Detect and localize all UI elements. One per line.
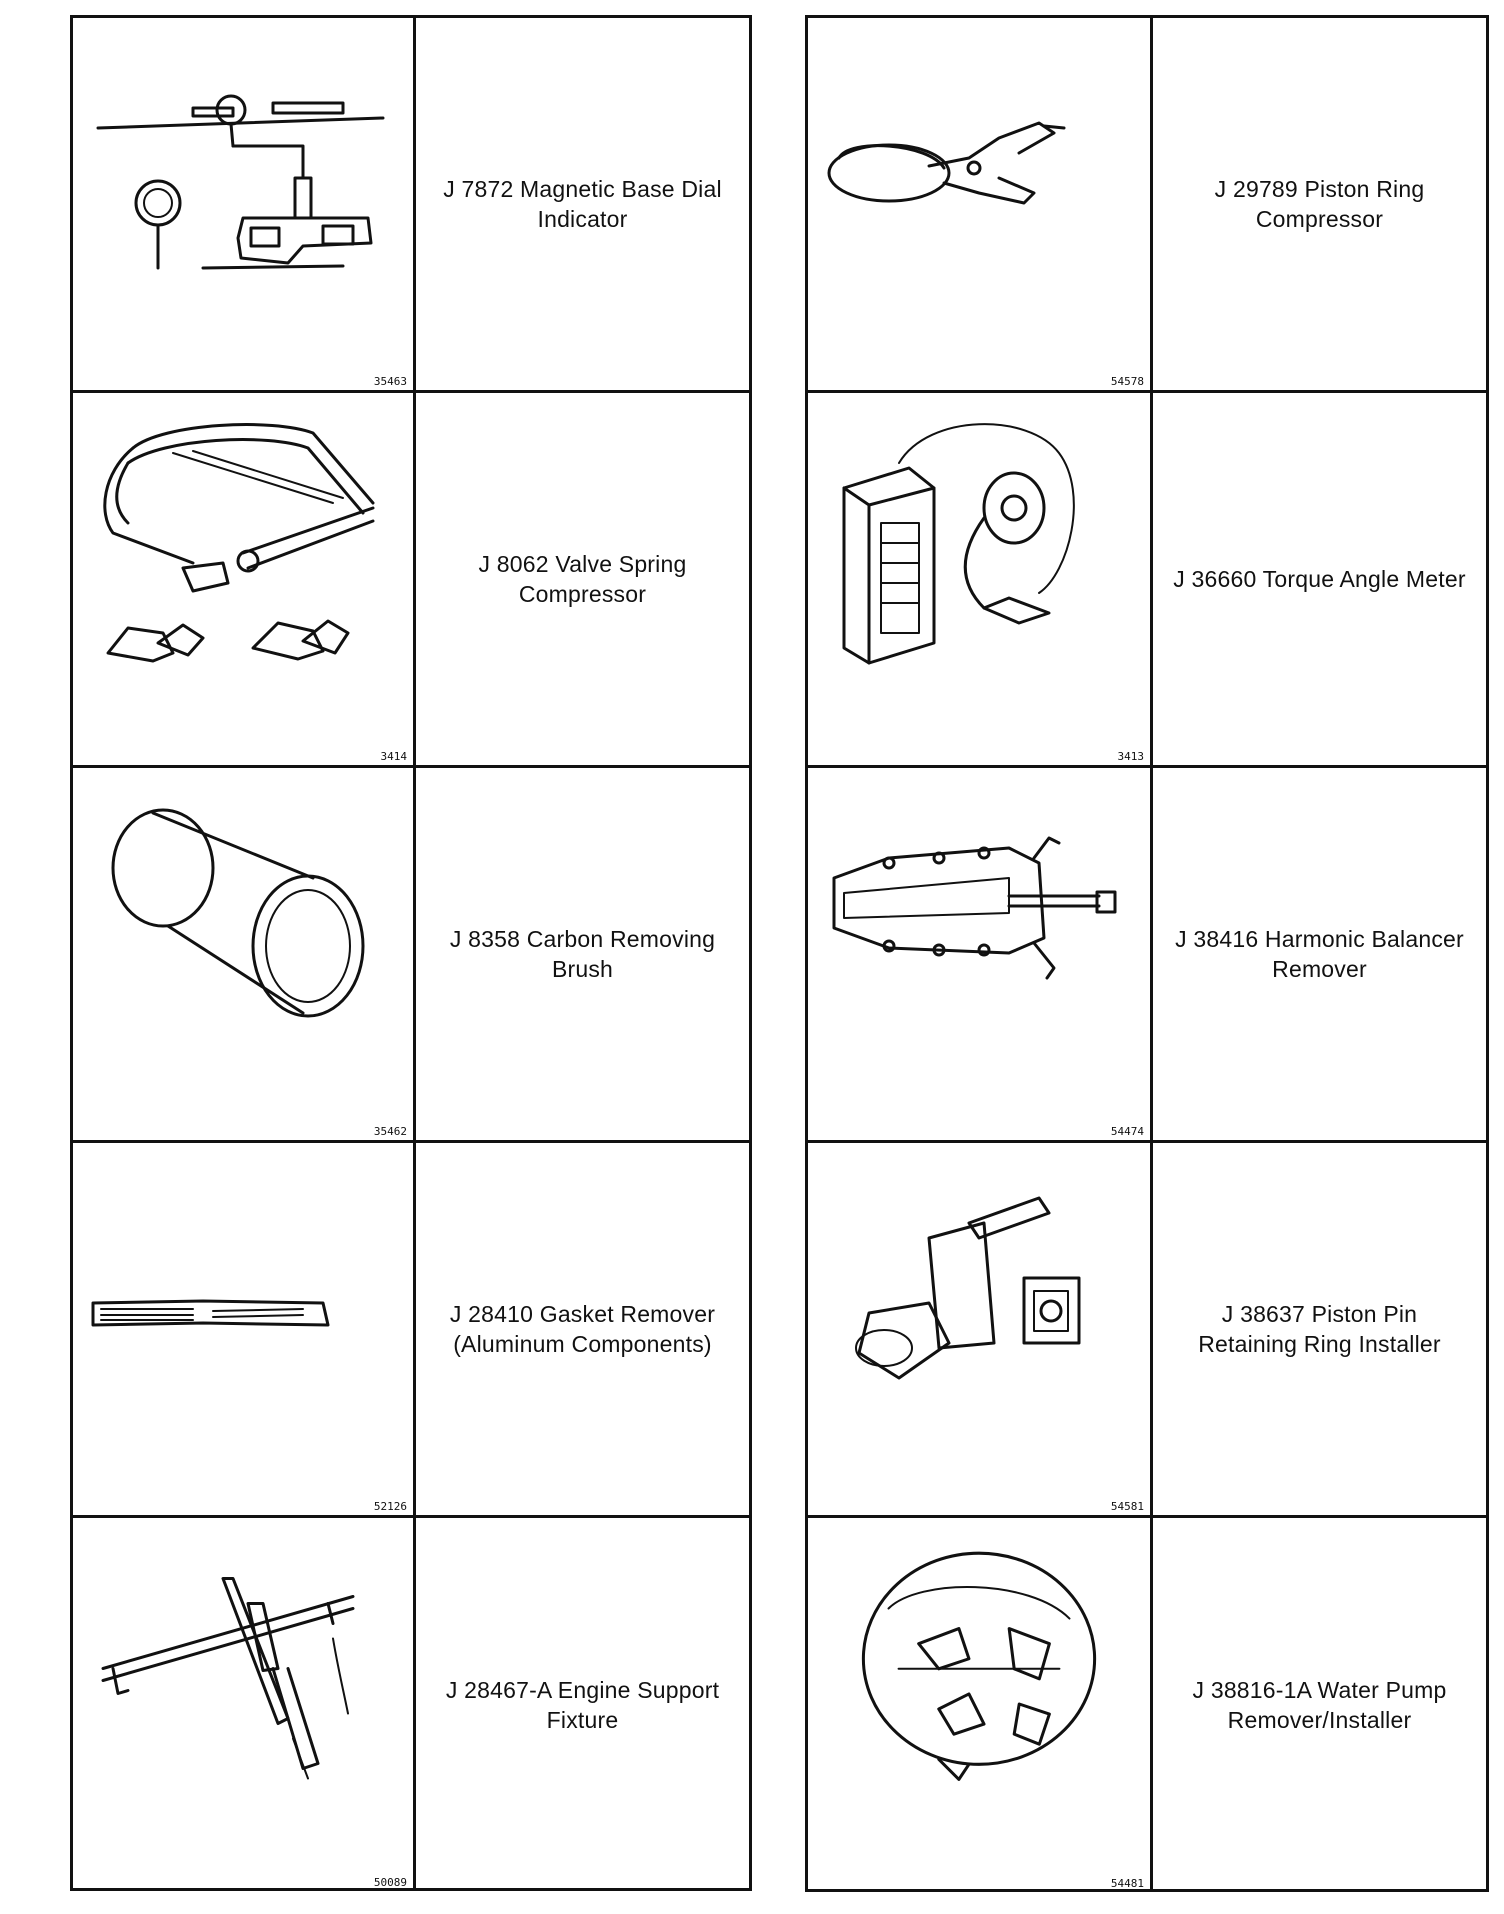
carbon-removing-brush-icon: [73, 768, 413, 1140]
valve-spring-compressor-icon: [73, 393, 413, 765]
tool-illustration-cell: [73, 393, 416, 765]
tool-illustration-cell: [808, 393, 1153, 765]
tool-caption: J 38416 Harmonic Balancer Remover: [1175, 926, 1464, 982]
figure-number: 52126: [373, 1500, 407, 1513]
tool-caption-cell: [1153, 1143, 1486, 1515]
figure-number: 3414: [380, 750, 407, 763]
figure-number: 54581: [1110, 1500, 1144, 1513]
tool-caption: J 36660 Torque Angle Meter: [1173, 566, 1466, 592]
tool-caption: J 8062 Valve Spring Compressor: [478, 551, 687, 607]
tool-caption-cell: [416, 393, 749, 765]
tool-caption-cell: [1153, 18, 1486, 390]
tool-row: [808, 18, 1486, 393]
right-tool-table: [805, 15, 1489, 1892]
tool-caption-cell: [416, 1143, 749, 1515]
tool-caption: J 38816-1A Water Pump Remover/Installer: [1192, 1677, 1447, 1733]
tool-caption: J 29789 Piston Ring Compressor: [1214, 176, 1425, 232]
figure-number: 54481: [1110, 1877, 1144, 1890]
magnetic-base-dial-indicator-icon: [73, 18, 413, 390]
tool-caption-cell: [416, 18, 749, 390]
tool-illustration-cell: [808, 1143, 1153, 1515]
tool-caption: J 8358 Carbon Removing Brush: [449, 926, 716, 982]
left-tool-table: [70, 15, 752, 1891]
piston-ring-compressor-icon: [808, 18, 1150, 390]
tool-row: [808, 768, 1486, 1143]
tool-caption-cell: [1153, 1518, 1486, 1892]
water-pump-remover-installer-icon: [808, 1518, 1150, 1892]
tool-illustration-cell: [73, 768, 416, 1140]
figure-number: 35463: [373, 375, 407, 388]
tool-row: [808, 1518, 1486, 1892]
tool-illustration-cell: [808, 768, 1153, 1140]
tool-caption-cell: [416, 768, 749, 1140]
tool-row: [73, 18, 749, 393]
tool-caption: J 28467-A Engine Support Fixture: [445, 1676, 720, 1733]
tool-illustration-cell: [73, 1518, 416, 1891]
figure-number: 35462: [373, 1125, 407, 1138]
figure-number: 54578: [1110, 375, 1144, 388]
torque-angle-meter-icon: [808, 393, 1150, 765]
tool-illustration-cell: [73, 1143, 416, 1515]
tool-illustration-cell: [73, 18, 416, 390]
tool-illustration-cell: [808, 18, 1153, 390]
tool-caption: J 38637 Piston Pin Retaining Ring Installer: [1198, 1301, 1441, 1357]
tool-caption: J 7872 Magnetic Base Dial Indicator: [443, 176, 722, 232]
tool-illustration-cell: [808, 1518, 1153, 1892]
tool-row: [73, 1518, 749, 1891]
tool-row: [73, 768, 749, 1143]
tool-row: [808, 1143, 1486, 1518]
gasket-remover-icon: [73, 1143, 413, 1515]
tool-caption-cell: [416, 1518, 749, 1891]
piston-pin-ring-installer-icon: [808, 1143, 1150, 1515]
tool-row: [808, 393, 1486, 768]
tool-caption-cell: [1153, 393, 1486, 765]
figure-number: 54474: [1110, 1125, 1144, 1138]
tool-row: [73, 1143, 749, 1518]
harmonic-balancer-remover-icon: [808, 768, 1150, 1140]
tool-caption-cell: [1153, 768, 1486, 1140]
tool-caption: J 28410 Gasket Remover (Aluminum Components): [449, 1301, 716, 1357]
figure-number: 3413: [1117, 750, 1144, 763]
engine-support-fixture-icon: [73, 1518, 413, 1891]
figure-number: 50089: [373, 1876, 407, 1889]
tool-row: [73, 393, 749, 768]
